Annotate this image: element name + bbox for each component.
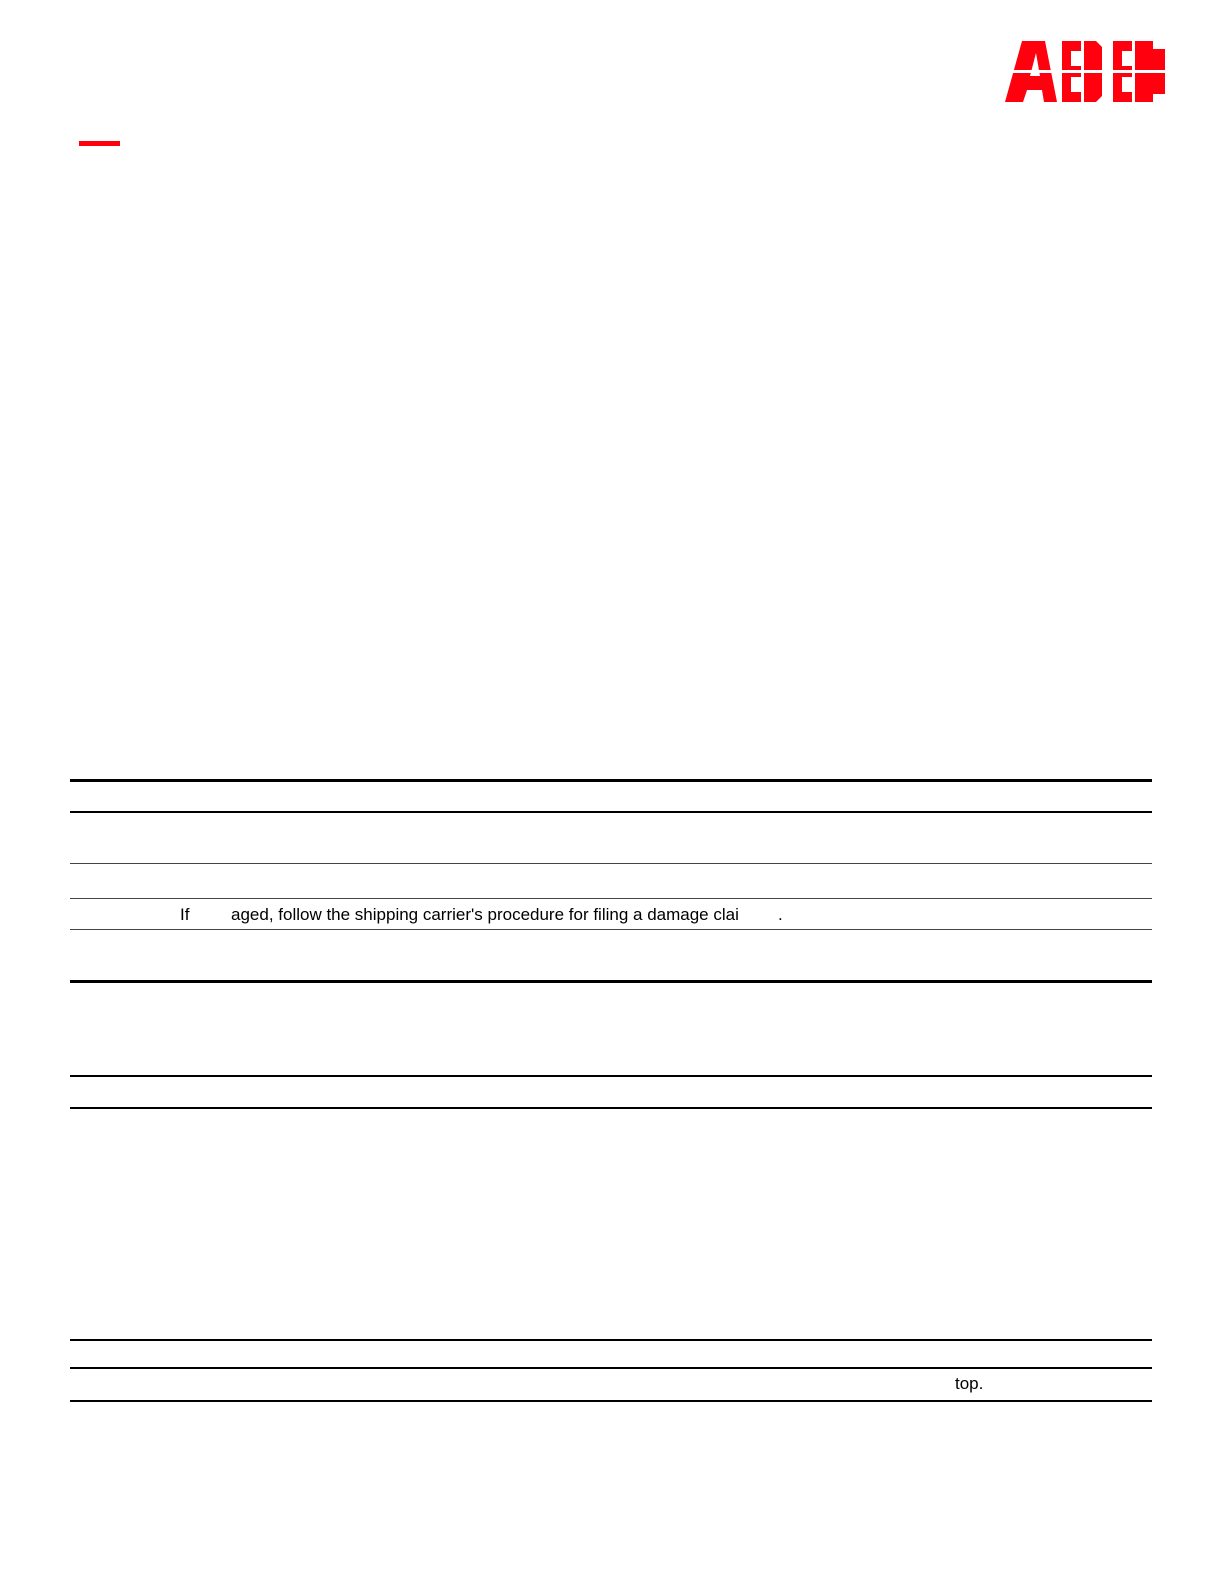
table-bottom-rule: [70, 1400, 1152, 1402]
table-bottom-rule: [70, 980, 1152, 983]
table-cell: aged, follow the shipping carrier's procedure for filing a damage clai: [231, 905, 739, 924]
table-row-divider: [70, 898, 1152, 899]
accent-bar: [79, 141, 120, 146]
table-cell: top.: [955, 1374, 984, 1393]
table-row-divider: [70, 863, 169, 864]
abb-logo: [1005, 41, 1165, 102]
table-row-divider: [70, 929, 1152, 930]
table-top-rule: [70, 779, 1152, 782]
table-header-rule: [70, 811, 1152, 813]
table-cell: .: [778, 905, 783, 924]
table-top-rule: [70, 1339, 1152, 1341]
table-row-divider: [70, 1367, 1152, 1369]
table-row-divider: [169, 863, 1152, 864]
table-cell: If: [180, 905, 190, 924]
table-top-rule: [70, 1075, 1152, 1077]
table-bottom-rule: [70, 1107, 1152, 1109]
